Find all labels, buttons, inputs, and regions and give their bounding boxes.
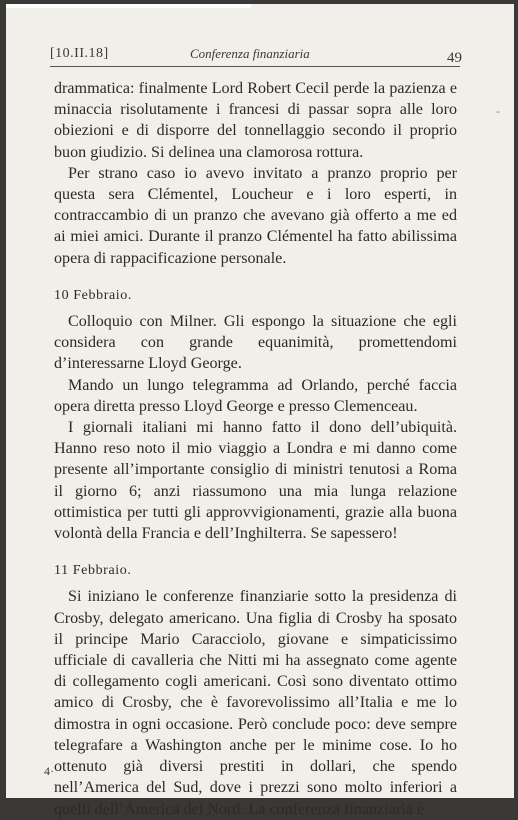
header-running-title: Conferenza finanziaria [190, 46, 310, 61]
running-header [50, 46, 462, 64]
date-heading-11-febbraio: 11 Febbraio. [54, 563, 132, 579]
paragraph-2: Per strano caso io avevo invitato a pranzo proprio per questa sera Clémentel, Loucheur e i loro esperti, in contraccambio di un pranzo che avevano già offerto a me ed ai miei amici. Durante il pranzo Clémentel ha fatto abilissima opera di rappacificazione personale. [54, 164, 457, 267]
margin-mark: - [496, 104, 500, 118]
paragraph-6: Si iniziano le conferenze finanziarie sotto la presidenza di Crosby, delegato americano. Una figlia di Crosby ha sposato il principe Mario Caracciolo, giovane e simpaticissimo ufficiale di cavalleria che Nitti mi ha assegnato come agente di collegamento cogli americani. Così sono diventato ottimo amico di Crosby, che è favorevolissimo all’Italia e me lo dimostra in ogni occasione. Però conclude poco: deve sempre telegrafare a Washington anche per le minime cose. Io ho ottenuto già diversi prestiti in dollari, che spendo nell’America del Sud, dove i prezzi sono molto inferiori a quelli dell’America del Nord. La conferenza finanziaria è [54, 588, 457, 818]
page-number: 49 [447, 50, 462, 66]
paragraph-5: I giornali italiani mi hanno fatto il dono dell’ubiquità. Hanno reso noto il mio viaggio a Londra e mi danno come presente all’importante consiglio di ministri tenutosi a Roma il giorno 6; anzi riassumono una mia lunga relazione ottimistica per tutti gli approvvigionamenti, grazie alla buona volontà della Francia e dell’Inghilterra. Se sapessero! [54, 419, 457, 543]
scan-edge [6, 4, 251, 8]
header-date-ref: [10.II.18] [50, 46, 109, 61]
paragraph-1: drammatica: finalmente Lord Robert Cecil perde la pazienza e minaccia risolutamente i francesi di passar sopra alle loro obiezioni e di disporre del tonnellaggio secondo il proprio buon giudizio. Si delinea una clamorosa rottura. [54, 80, 457, 161]
page-body [54, 78, 457, 820]
signature-mark: 4· [44, 764, 54, 778]
header-rule [50, 66, 460, 67]
paragraph-4: Mando un lungo telegramma ad Orlando, perché faccia opera diretta presso Lloyd George e presso Clemenceau. [54, 376, 457, 415]
book-page [6, 4, 514, 818]
date-heading-10-febbraio: 10 Febbraio. [54, 287, 132, 303]
paragraph-3: Colloquio con Milner. Gli espongo la situazione che egli considera con grande equanimità, promettendomi d’interessarne Lloyd George. [54, 313, 457, 373]
